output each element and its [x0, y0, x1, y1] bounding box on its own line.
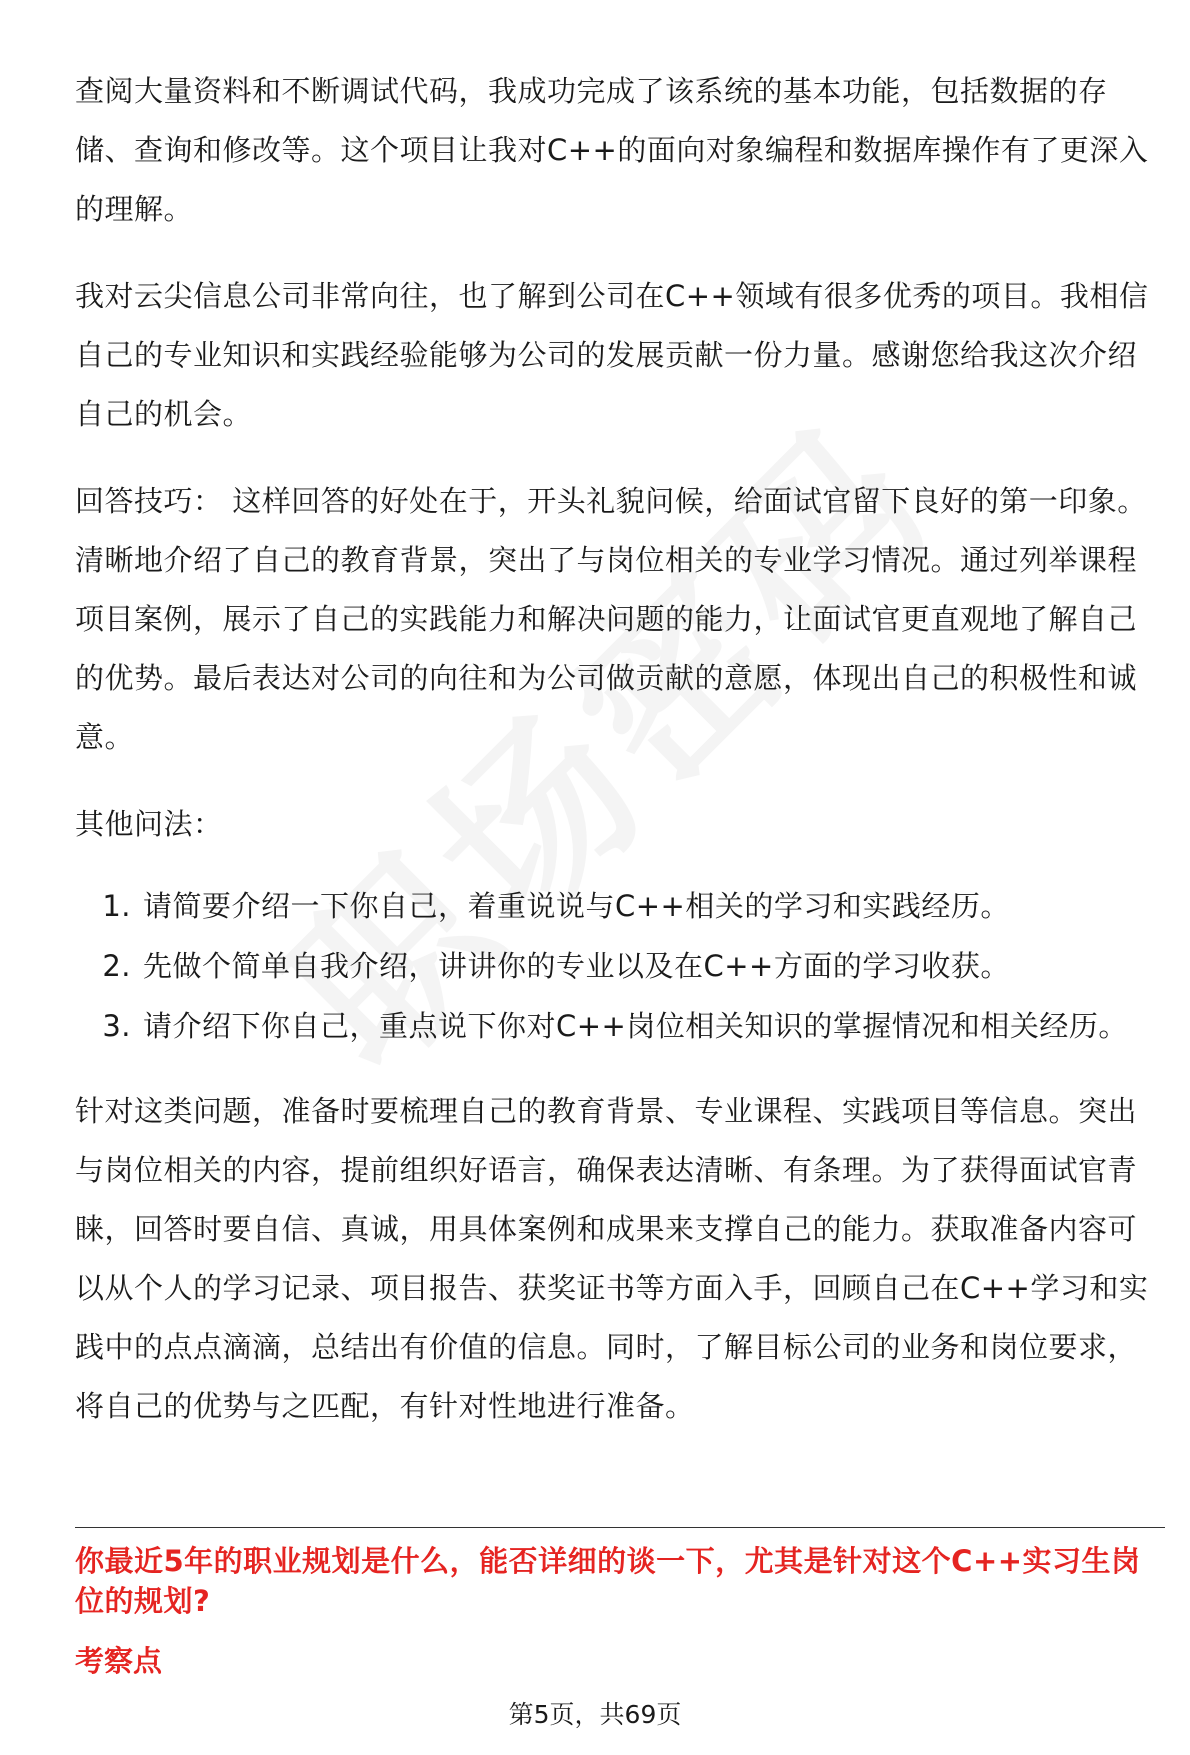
list-item-text: 请简要介绍一下你自己，着重说说与C++相关的学习和实践经历。	[143, 889, 1010, 923]
other-questions-list	[75, 876, 1165, 1056]
paragraph-project-result: 查阅大量资料和不断调试代码，我成功完成了该系统的基本功能，包括数据的存储、查询和修改等。这个项目让我对C++的面向对象编程和数据库操作有了更深入的理解。	[75, 74, 1149, 226]
list-item	[75, 876, 1165, 936]
next-question-heading: 你最近5年的职业规划是什么，能否详细的谈一下，尤其是针对这个C++实习生岗位的规划?	[75, 1544, 1141, 1618]
list-item-text: 请介绍下你自己，重点说下你对C++岗位相关知识的掌握情况和相关经历。	[143, 1009, 1128, 1043]
list-item-number: 2.	[102, 949, 131, 983]
paragraph-preparation-advice: 针对这类问题，准备时要梳理自己的教育背景、专业课程、实践项目等信息。突出与岗位相关的内容，提前组织好语言，确保表达清晰、有条理。为了获得面试官青睐，回答时要自信、真诚，用具体案例和成果来支撑自己的能力。获取准备内容可以从个人的学习记录、项目报告、获奖证书等方面入手，回顾自己在C++学习和实践中的点点滴滴，总结出有价值的信息。同时，了解目标公司的业务和岗位要求，将自己的优势与之匹配，有针对性地进行准备。	[75, 1094, 1149, 1423]
section-divider	[75, 1527, 1165, 1528]
paragraph-answer-tips: 回答技巧： 这样回答的好处在于，开头礼貌问候，给面试官留下良好的第一印象。清晰地介绍了自己的教育背景，突出了与岗位相关的专业学习情况。通过列举课程项目案例，展示了自己的实践能力和解决问题的能力，让面试官更直观地了解自己的优势。最后表达对公司的向往和为公司做贡献的意愿，体现出自己的积极性和诚意。	[75, 484, 1147, 754]
body-content	[75, 62, 1165, 1464]
list-item-text: 先做个简单自我介绍，讲讲你的专业以及在C++方面的学习收获。	[143, 949, 1010, 983]
paragraph-company-interest: 我对云尖信息公司非常向往，也了解到公司在C++领域有很多优秀的项目。我相信自己的专业知识和实践经验能够为公司的发展贡献一份力量。感谢您给我这次介绍自己的机会。	[75, 279, 1149, 431]
page-footer: 第5页，共69页	[508, 1700, 682, 1729]
list-item	[75, 936, 1165, 996]
list-item-number: 1.	[102, 889, 131, 923]
section-label-focus: 考察点	[75, 1644, 163, 1678]
list-item	[75, 996, 1165, 1056]
list-item-number: 3.	[102, 1009, 131, 1043]
other-questions-heading: 其他问法：	[75, 807, 223, 841]
